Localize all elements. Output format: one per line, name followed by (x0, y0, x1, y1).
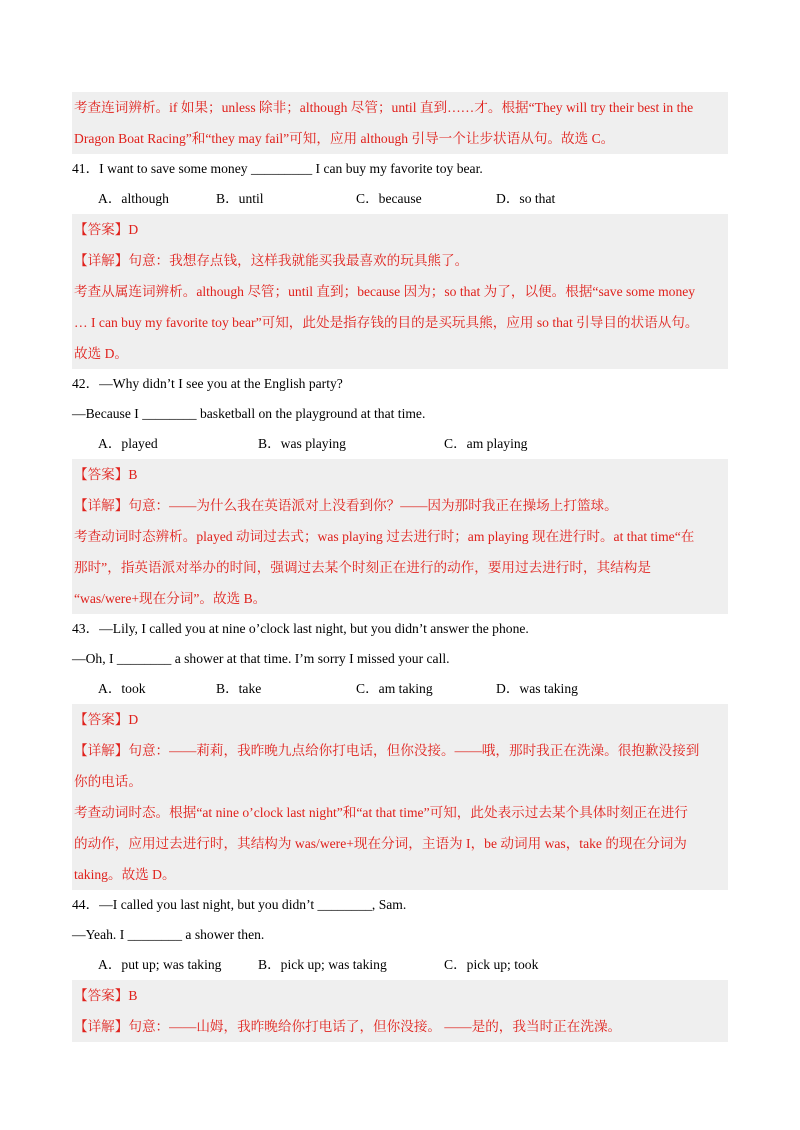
option-d: D．was taking (496, 681, 578, 696)
question-stem: —Because I ________ basketball on the playground at that time. (72, 406, 426, 421)
detail-line: … I can buy my favorite toy bear”可知，此处是指存钱的目的是买玩具熊，应用 so that 引导目的状语从句。 (74, 315, 699, 330)
option-b: B．take (216, 681, 262, 696)
options-row (72, 429, 728, 459)
detail-line: 考查从属连词辨析。although 尽管；until 直到；because 因为；so that 为了，以便。根据“save some money (74, 284, 696, 299)
answer-block (72, 980, 728, 1042)
option-c: C．pick up; took (444, 957, 539, 972)
options-row (72, 950, 728, 980)
answer-block (72, 704, 728, 890)
question-stem: 43．—Lily, I called you at nine o’clock last night, but you didn’t answer the phone. (72, 621, 529, 636)
option-b: B．pick up; was taking (258, 957, 387, 972)
option-a: A．put up; was taking (98, 957, 222, 972)
question-stem: —Yeah. I ________ a shower then. (72, 927, 265, 942)
question-42 (72, 369, 728, 614)
detail-line: taking。故选 D。 (74, 867, 176, 882)
detail-line: “was/were+现在分词”。故选 B。 (74, 591, 267, 606)
question-41 (72, 154, 728, 369)
detail-line: 的动作，应用过去进行时，其结构为 was/were+现在分词，主语为 I，be 动词用 was，take 的现在分词为 (74, 836, 687, 851)
detail-line: 【详解】句意：我想存点钱，这样我就能买我最喜欢的玩具熊了。 (74, 253, 469, 268)
option-c: C．because (356, 191, 422, 206)
question-43 (72, 614, 728, 890)
q40-explanation-block (72, 92, 728, 154)
question-44 (72, 890, 728, 1042)
detail-line: 你的电话。 (74, 774, 142, 789)
option-c: C．am taking (356, 681, 433, 696)
options-row (72, 674, 728, 704)
question-stem: —Oh, I ________ a shower at that time. I’m sorry I missed your call. (72, 651, 450, 666)
question-stem: 44．—I called you last night, but you didn’t ________, Sam. (72, 897, 407, 912)
option-b: B．was playing (258, 436, 346, 451)
option-d: D．so that (496, 191, 556, 206)
detail-line: 【详解】句意：——为什么我在英语派对上没看到你？——因为那时我正在操场上打篮球。 (74, 498, 618, 513)
answer-block (72, 459, 728, 614)
explanation-line: Dragon Boat Racing”和“they may fail”可知，应用 although 引导一个让步状语从句。故选 C。 (74, 131, 615, 146)
detail-line: 故选 D。 (74, 346, 128, 361)
answer-label: 【答案】B (74, 988, 138, 1003)
document-content (72, 92, 728, 1042)
answer-block (72, 214, 728, 369)
explanation-line: 考查连词辨析。if 如果；unless 除非；although 尽管；until 直到……才。根据“They will try their best in the (74, 100, 694, 115)
option-c: C．am playing (444, 436, 528, 451)
options-row (72, 184, 728, 214)
option-a: A．took (98, 681, 146, 696)
option-b: B．until (216, 191, 264, 206)
answer-label: 【答案】D (74, 222, 139, 237)
detail-line: 考查动词时态。根据“at nine o’clock last night”和“at that time”可知，此处表示过去某个具体时刻正在进行 (74, 805, 688, 820)
question-stem: 41．I want to save some money _________ I can buy my favorite toy bear. (72, 161, 483, 176)
option-a: A．although (98, 191, 169, 206)
question-stem: 42．—Why didn’t I see you at the English party? (72, 376, 343, 391)
detail-line: 【详解】句意：——莉莉，我昨晚九点给你打电话，但你没接。——哦，那时我正在洗澡。很抱歉没接到 (74, 743, 700, 758)
answer-label: 【答案】D (74, 712, 139, 727)
detail-line: 那时”，指英语派对举办的时间，强调过去某个时刻正在进行的动作，要用过去进行时，其结构是 (74, 560, 651, 575)
option-a: A．played (98, 436, 158, 451)
detail-line: 考查动词时态辨析。played 动词过去式；was playing 过去进行时；am playing 现在进行时。at that time“在 (74, 529, 695, 544)
detail-line: 【详解】句意：——山姆，我昨晚给你打电话了，但你没接。 ——是的，我当时正在洗澡。 (74, 1019, 622, 1034)
answer-label: 【答案】B (74, 467, 138, 482)
